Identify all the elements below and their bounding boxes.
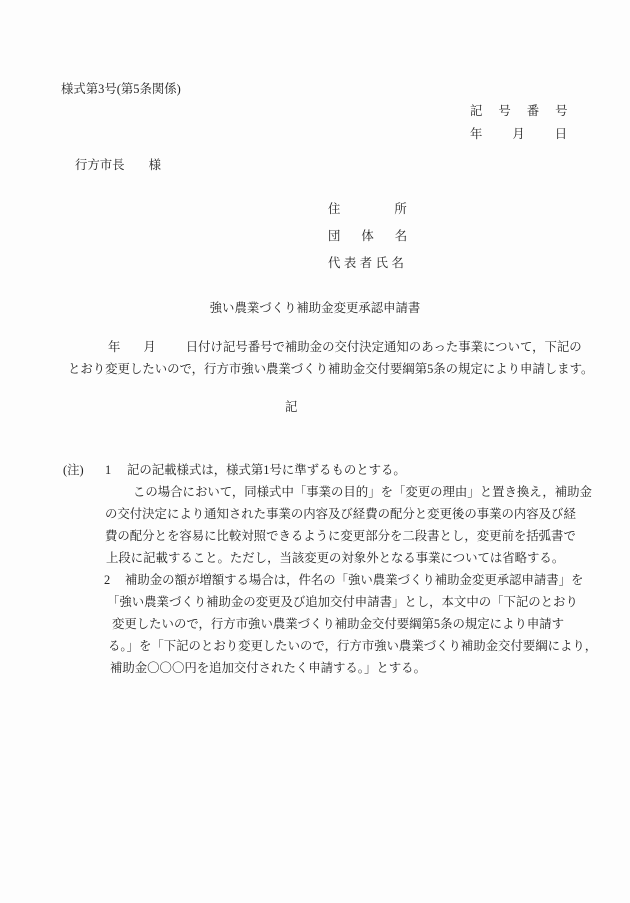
body-line-1-text: 日付け記号番号で補助金の交付決定通知のあった事業について，下記の: [185, 340, 582, 354]
note-2-line-1: 補助金の額が増額する場合は，件名の「強い農業づくり補助金変更承認申請書」を: [125, 573, 584, 587]
addressee-honorific: 様: [148, 158, 161, 172]
date-line: 年月日: [470, 127, 598, 141]
note-2-line-3: 変更したいので，行方市強い農業づくり補助金交付要綱第5条の規定により申請す: [112, 617, 565, 631]
month-placeholder: 月: [143, 340, 156, 354]
sender-organization-label: 団体名: [328, 229, 429, 243]
ki-heading: 記: [285, 400, 298, 414]
body-paragraph-line-1: [108, 340, 582, 354]
reference-number-line: 記号番号: [470, 104, 584, 118]
note-1-line-2: この場合において，同様式中「事業の目的」を「変更の理由」と置き換え，補助金: [133, 485, 592, 499]
addressee-line: [75, 158, 161, 172]
sender-address-label: 住所: [328, 202, 461, 216]
body-paragraph-line-2: とおり変更したいので，行方市強い農業づくり補助金交付要綱第5条の規定により申請します。: [68, 362, 594, 376]
note-1-line-1: 記の記載様式は，様式第1号に準ずるものとする。: [127, 463, 406, 477]
note-2-line-4: る。」を「下記のとおり変更したいので，行方市強い農業づくり補助金交付要綱により，: [108, 639, 598, 653]
note-2-line-2: 「強い農業づくり補助金の変更及び追加交付申請書」とし，本文中の「下記のとおり: [107, 595, 578, 609]
document-title: 強い農業づくり補助金変更承認申請書: [209, 301, 421, 315]
form-number-label: 様式第3号(第5条関係): [61, 82, 181, 96]
year-placeholder: 年: [108, 340, 121, 354]
note-1-line-4: 費の配分とを容易に比較対照できるように変更部分を二段書とし，変更前を括弧書で: [105, 529, 576, 543]
addressee-name: 行方市長: [75, 158, 125, 172]
note-2-line-5: 補助金〇〇〇円を追加交付されたく申請する。」とする。: [110, 661, 426, 675]
note-item-2-number: 2: [104, 573, 111, 587]
notes-label: (注): [63, 463, 84, 477]
note-1-line-3: の交付決定により通知された事業の内容及び経費の配分と変更後の事業の内容及び経: [105, 507, 576, 521]
note-1-line-5: 上段に記載すること。ただし，当該変更の対象外となる事業については省略する。: [106, 551, 565, 565]
sender-representative-label: 代表者氏名: [328, 256, 408, 270]
note-item-1-number: 1: [105, 463, 112, 477]
